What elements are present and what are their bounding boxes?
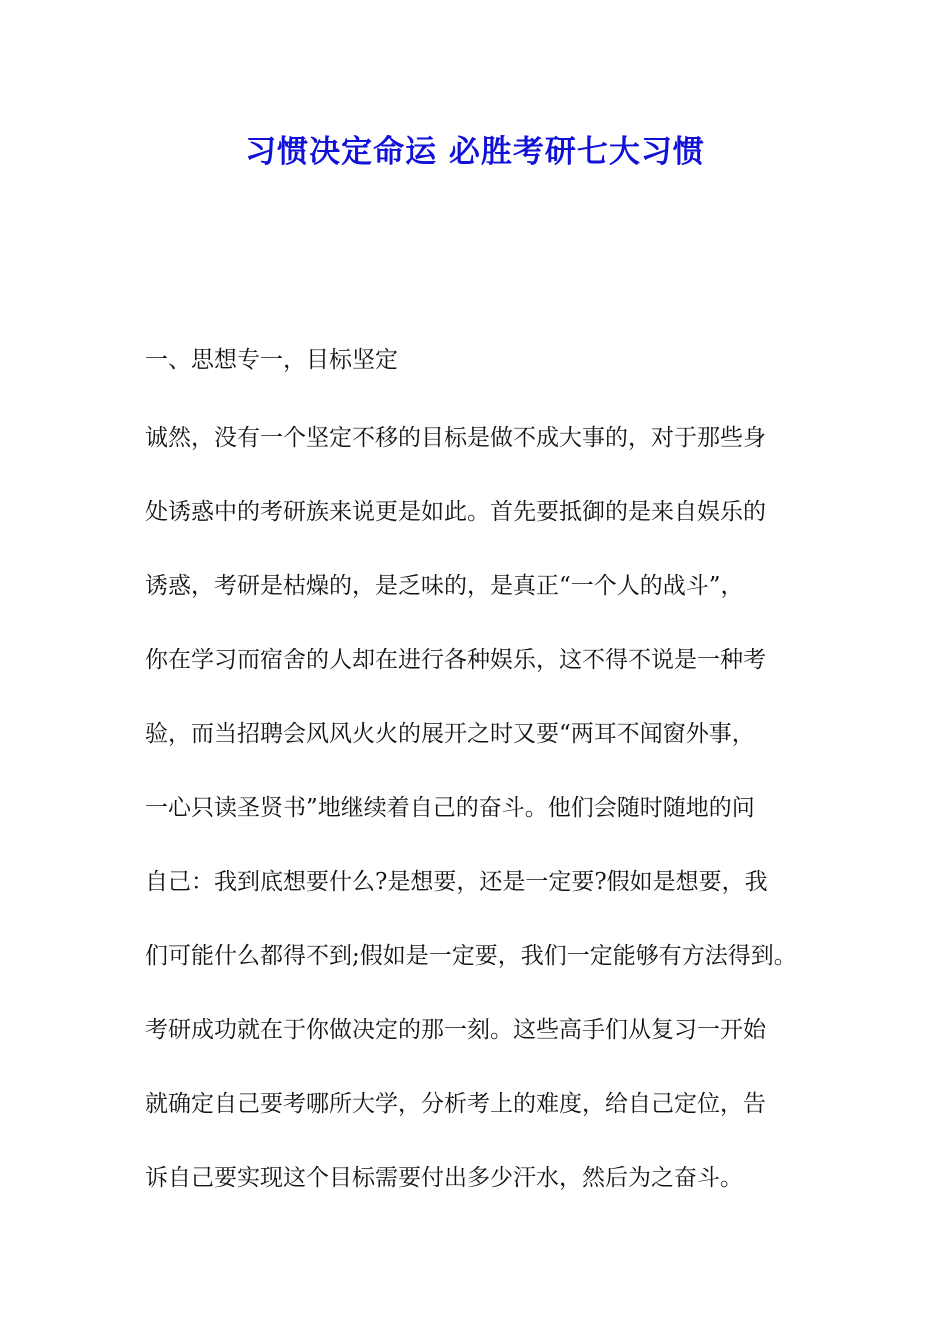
paragraph-line: 自己：我到底想要什么?是想要，还是一定要?假如是想要，我 [145, 869, 768, 895]
paragraph-line: 诉自己要实现这个目标需要付出多少汗水，然后为之奋斗。 [145, 1165, 743, 1191]
paragraph-line: 诱惑，考研是枯燥的，是乏味的，是真正“一个人的战斗”， [145, 573, 744, 599]
document-title: 习惯决定命运 必胜考研七大习惯 [245, 134, 705, 170]
paragraph-line: 验，而当招聘会风风火火的展开之时又要“两耳不闻窗外事， [145, 721, 755, 747]
paragraph-line: 你在学习而宿舍的人却在进行各种娱乐，这不得不说是一种考 [145, 647, 766, 673]
paragraph-line: 考研成功就在于你做决定的那一刻。这些高手们从复习一开始 [145, 1017, 766, 1043]
paragraph-line: 们可能什么都得不到;假如是一定要，我们一定能够有方法得到。 [145, 943, 797, 969]
paragraph-line: 诚然，没有一个坚定不移的目标是做不成大事的，对于那些身 [145, 425, 766, 451]
paragraph-line: 处诱惑中的考研族来说更是如此。首先要抵御的是来自娱乐的 [145, 499, 766, 525]
section-heading: 一、思想专一，目标坚定 [145, 347, 398, 373]
paragraph-line: 一心只读圣贤书”地继续着自己的奋斗。他们会随时随地的问 [145, 795, 755, 821]
paragraph-line: 就确定自己要考哪所大学，分析考上的难度，给自己定位，告 [145, 1091, 766, 1117]
